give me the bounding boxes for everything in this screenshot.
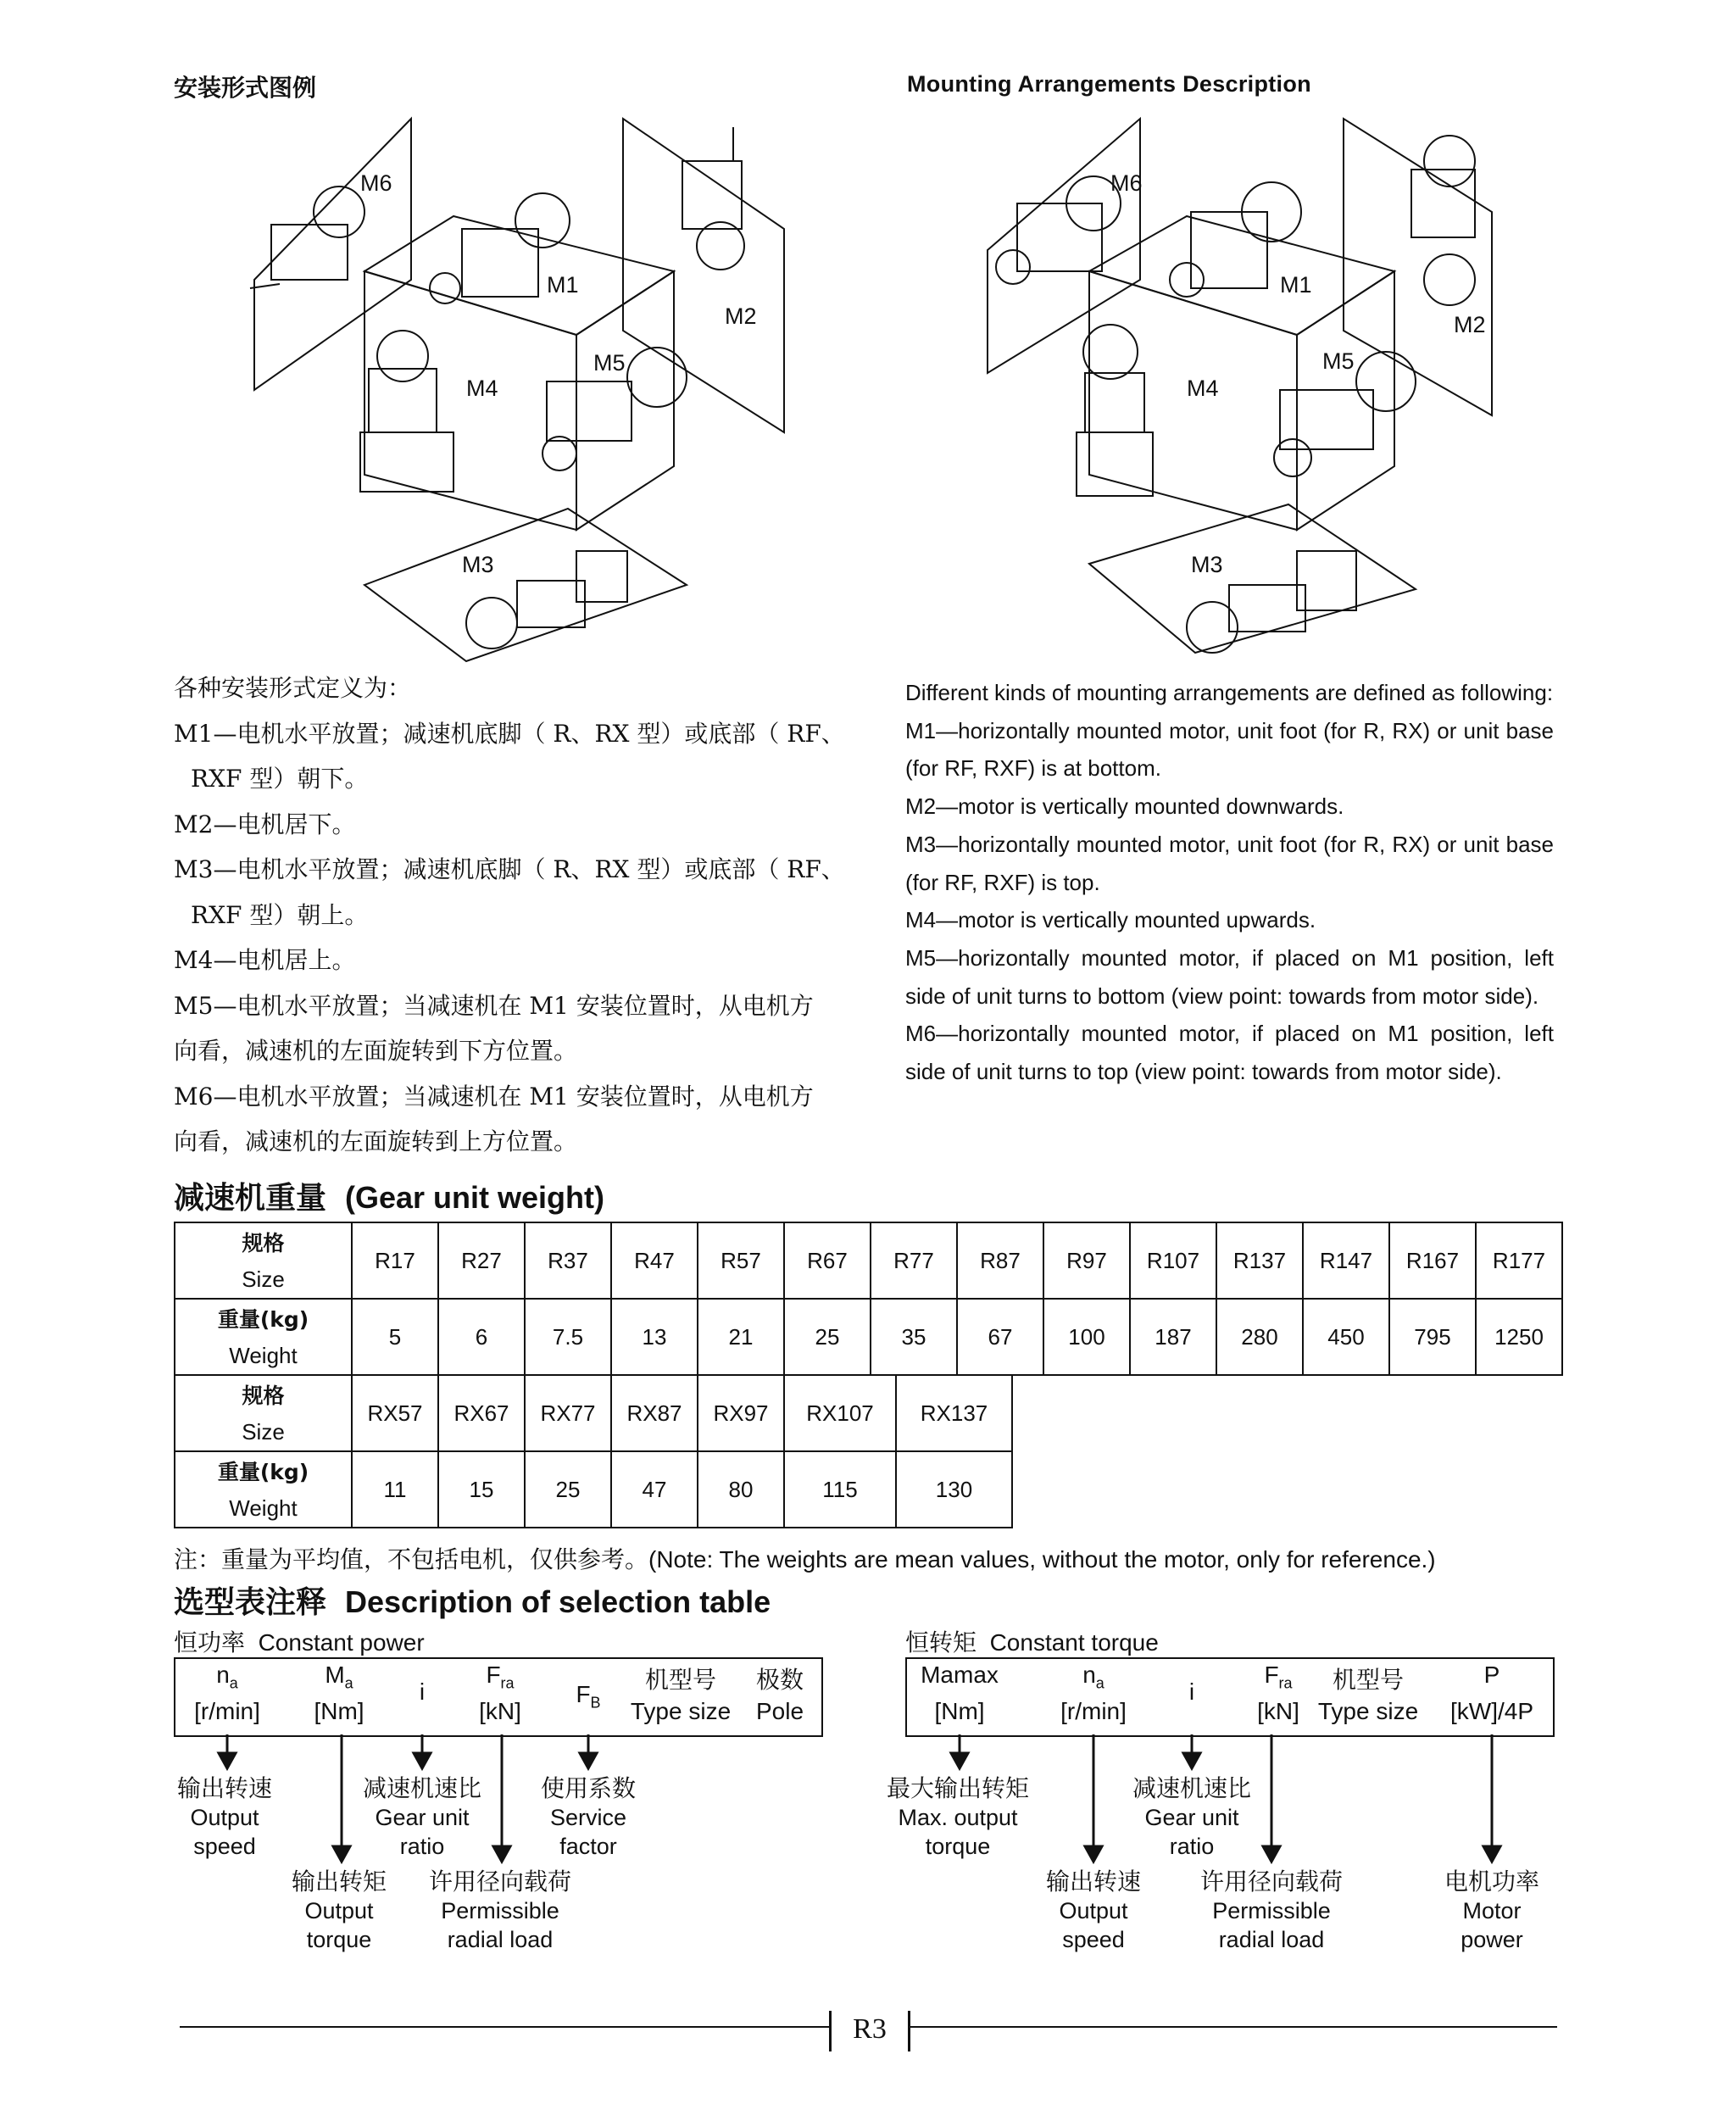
col-fra-symbol: F (486, 1662, 501, 1688)
def-cn-intro: 各种安装形式定义为： (174, 674, 412, 702)
col-pole-en: Pole (755, 1698, 804, 1724)
col-mamax-unit: [Nm] (934, 1698, 985, 1724)
diagram-left-label-m6: M6 (360, 170, 392, 196)
gear-weight-title-cn: 减速机重量 (174, 1181, 327, 1216)
table-cell: 450 (1303, 1299, 1389, 1375)
caption-en-2: speed (1062, 1927, 1125, 1952)
footer-rule-left (180, 2026, 829, 2028)
diagram-left-label-m2: M2 (725, 303, 757, 329)
def-en-m5: M5—horizontally mounted motor, if placed on M1 position, left side of unit turns to bottom (view point: towards from motor side). (905, 944, 1554, 1009)
table-cell: R147 (1303, 1222, 1389, 1299)
table-cell: RX77 (525, 1375, 611, 1451)
table-cell: R37 (525, 1222, 611, 1299)
diagram-right-label-m5: M5 (1322, 348, 1355, 374)
caption-cn: 最大输出转矩 (886, 1774, 1030, 1802)
weight-note-en: (Note: The weights are mean values, without the motor, only for reference.) (648, 1546, 1436, 1573)
caption-cn: 许用径向载荷 (1199, 1868, 1344, 1896)
constant-power-label-cn: 恒功率 (174, 1628, 246, 1656)
def-cn-m5-cont: 向看，减速机的左面旋转到下方位置。 (174, 1037, 578, 1065)
caption-cn: 电机功率 (1444, 1868, 1540, 1896)
col-i: i (419, 1678, 426, 1705)
col-mamax: Mamax (921, 1662, 999, 1688)
caption-en-1: Gear unit (375, 1805, 470, 1830)
caption-en-1: Output (1059, 1898, 1128, 1923)
table-cell: R27 (438, 1222, 525, 1299)
diagram-right-label-m2: M2 (1454, 312, 1486, 337)
caption-en-2: radial load (447, 1927, 554, 1952)
row-header-size-en: Size (242, 1418, 285, 1445)
caption-service-factor (541, 1774, 636, 1861)
diagram-right-label-m3: M3 (1191, 552, 1223, 577)
def-cn-m5: M5—电机水平放置；当减速机在 M1 安装位置时，从电机方 (174, 991, 814, 1020)
table-cell: R137 (1216, 1222, 1303, 1299)
table-cell: R87 (957, 1222, 1043, 1299)
col-i: i (1188, 1678, 1195, 1705)
row-header-size-en: Size (242, 1266, 285, 1292)
col-fb-sub: B (590, 1694, 601, 1712)
row-header-weight-cn: 重量(kg) (217, 1306, 309, 1332)
table-cell: 187 (1130, 1299, 1216, 1375)
def-en-m3: M3—horizontally mounted motor, unit foot (for R, RX) or unit base (for RF, RXF) is top. (905, 831, 1554, 895)
table-cell: R47 (611, 1222, 698, 1299)
col-type-cn: 机型号 (1332, 1666, 1405, 1694)
def-cn-m4: M4—电机居上。 (174, 946, 356, 974)
col-fra-unit: [kN] (479, 1698, 521, 1724)
diagram-left-label-m1: M1 (547, 272, 579, 298)
caption-cn: 减速机速比 (362, 1774, 482, 1802)
table-cell: 13 (611, 1299, 698, 1375)
caption-gear-ratio (363, 1774, 481, 1861)
caption-cn: 输出转速 (1045, 1868, 1142, 1896)
diagram-right-label-m6: M6 (1110, 170, 1143, 196)
caption-en-1: Permissible (1212, 1898, 1331, 1923)
caption-cn: 减速机速比 (1132, 1774, 1252, 1802)
caption-en-1: Output (190, 1805, 259, 1830)
caption-en-2: torque (306, 1927, 372, 1952)
table-cell: R57 (698, 1222, 784, 1299)
col-p-unit: [kW]/4P (1449, 1698, 1534, 1724)
table-cell: 25 (784, 1299, 871, 1375)
caption-en-1: Permissible (441, 1898, 559, 1923)
col-na-sub: a (1095, 1674, 1104, 1692)
diagram-right-label-m4: M4 (1187, 376, 1219, 401)
col-ma-sub: a (344, 1674, 353, 1692)
table-cell: 280 (1216, 1299, 1303, 1375)
caption-en-2: torque (925, 1834, 991, 1859)
caption-en-2: power (1461, 1927, 1523, 1952)
col-fra-unit: [kN] (1257, 1698, 1299, 1724)
def-cn-m1: M1—电机水平放置；减速机底脚（ R、RX 型）或底部（ RF、 (174, 719, 845, 748)
def-cn-m3-cont: RXF 型）朝上。 (191, 900, 369, 929)
table-cell: 35 (871, 1299, 957, 1375)
diagram-left-label-m5: M5 (593, 350, 626, 376)
page-number: R3 (829, 2011, 910, 2051)
row-header-size-cn: 规格 (242, 1383, 285, 1408)
table-cell: 6 (438, 1299, 525, 1375)
caption-output-speed (177, 1774, 272, 1861)
col-fra-symbol: F (1264, 1662, 1279, 1688)
caption-en-2: speed (193, 1834, 256, 1859)
col-na-unit: [r/min] (194, 1698, 260, 1724)
caption-en-2: factor (559, 1834, 617, 1859)
diagram-left-label-m4: M4 (466, 376, 498, 401)
table-cell: R167 (1389, 1222, 1476, 1299)
col-type-cn: 机型号 (644, 1666, 717, 1694)
def-en-m6: M6—horizontally mounted motor, if placed on M1 position, left side of unit turns to top (view point: towards from motor side). (905, 1021, 1554, 1085)
caption-en-1: Gear unit (1144, 1805, 1239, 1830)
constant-power-label-en: Constant power (258, 1629, 425, 1656)
caption-output-torque (292, 1868, 387, 1954)
def-cn-m2: M2—电机居下。 (174, 810, 356, 838)
caption-en-1: Motor (1462, 1898, 1522, 1923)
col-ma-unit: [Nm] (314, 1698, 364, 1724)
row-header-weight-en: Weight (229, 1342, 298, 1368)
weight-note-cn: 注：重量为平均值，不包括电机，仅供参考。 (174, 1545, 649, 1573)
table-cell: 1250 (1476, 1299, 1562, 1375)
table-cell: 11 (352, 1451, 438, 1528)
caption-en-1: Output (304, 1898, 374, 1923)
caption-output-speed (1046, 1868, 1141, 1954)
def-en-m2: M2—motor is vertically mounted downwards. (905, 793, 1344, 820)
constant-torque-label-cn: 恒转矩 (905, 1628, 977, 1656)
caption-en-1: Max. output (898, 1805, 1018, 1830)
caption-motor-power (1444, 1868, 1539, 1954)
table-cell: 15 (438, 1451, 525, 1528)
table-cell: 7.5 (525, 1299, 611, 1375)
table-cell: RX57 (352, 1375, 438, 1451)
caption-en-2: ratio (399, 1834, 445, 1859)
table-cell: RX87 (611, 1375, 698, 1451)
footer-rule-right (908, 2026, 1557, 2028)
diagram-right-label-m1: M1 (1280, 272, 1312, 298)
caption-cn: 输出转矩 (291, 1868, 387, 1896)
col-fra-sub: ra (1278, 1674, 1293, 1692)
col-na-unit: [r/min] (1060, 1698, 1127, 1724)
selection-title-en: Description of selection table (345, 1584, 771, 1619)
caption-radial-load (1200, 1868, 1343, 1954)
caption-en-1: Service (549, 1805, 627, 1830)
section-title-cn: 安装形式图例 (174, 74, 317, 102)
caption-en-2: ratio (1169, 1834, 1215, 1859)
col-na-symbol: n (1082, 1662, 1096, 1688)
col-na-symbol: n (216, 1662, 230, 1688)
def-cn-m6-cont: 向看，减速机的左面旋转到上方位置。 (174, 1127, 578, 1155)
col-pole-cn: 极数 (755, 1666, 804, 1694)
caption-max-output-torque (887, 1774, 1029, 1861)
def-cn-m3: M3—电机水平放置；减速机底脚（ R、RX 型）或底部（ RF、 (174, 855, 845, 883)
table-cell: R77 (871, 1222, 957, 1299)
caption-cn: 使用系数 (540, 1774, 637, 1802)
table-cell: 67 (957, 1299, 1043, 1375)
table-cell: R97 (1043, 1222, 1130, 1299)
table-cell: 115 (784, 1451, 896, 1528)
caption-cn: 许用径向载荷 (428, 1868, 572, 1896)
col-type-en: Type size (1317, 1698, 1419, 1724)
section-title-en: Mounting Arrangements Description (907, 71, 1311, 97)
caption-en-2: radial load (1218, 1927, 1325, 1952)
def-en-m4: M4—motor is vertically mounted upwards. (905, 907, 1316, 933)
table-cell: 5 (352, 1299, 438, 1375)
col-na-sub: a (229, 1674, 238, 1692)
row-header-size-cn: 规格 (242, 1230, 285, 1255)
table-cell: RX97 (698, 1375, 784, 1451)
def-cn-m6: M6—电机水平放置；当减速机在 M1 安装位置时，从电机方 (174, 1082, 814, 1111)
selection-title-cn: 选型表注释 (174, 1585, 327, 1620)
table-cell: R67 (784, 1222, 871, 1299)
table-cell: R107 (1130, 1222, 1216, 1299)
table-cell: 21 (698, 1299, 784, 1375)
table-cell: 795 (1389, 1299, 1476, 1375)
table-cell: RX137 (896, 1375, 1012, 1451)
col-type-en: Type size (630, 1698, 732, 1724)
row-header-weight-en: Weight (229, 1495, 298, 1521)
table-cell: R177 (1476, 1222, 1562, 1299)
col-p: P (1483, 1662, 1500, 1688)
col-ma-symbol: M (325, 1662, 345, 1688)
table-cell: 100 (1043, 1299, 1130, 1375)
constant-torque-label-en: Constant torque (989, 1629, 1159, 1656)
col-fb-symbol: F (576, 1681, 591, 1707)
caption-cn: 输出转速 (176, 1774, 273, 1802)
table-cell: 80 (698, 1451, 784, 1528)
row-header-weight-cn: 重量(kg) (217, 1459, 309, 1484)
diagram-left-label-m3: M3 (462, 552, 494, 577)
table-cell: 47 (611, 1451, 698, 1528)
table-cell: R17 (352, 1222, 438, 1299)
table-cell: 25 (525, 1451, 611, 1528)
caption-radial-load (429, 1868, 571, 1954)
def-cn-m1-cont: RXF 型）朝下。 (191, 765, 369, 793)
table-cell: 130 (896, 1451, 1012, 1528)
table-cell: RX67 (438, 1375, 525, 1451)
table-cell: RX107 (784, 1375, 896, 1451)
def-en-intro: Different kinds of mounting arrangements are defined as following: (905, 680, 1554, 705)
gear-weight-title-en: (Gear unit weight) (345, 1180, 605, 1215)
col-fra-sub: ra (500, 1674, 515, 1692)
caption-gear-ratio (1132, 1774, 1251, 1861)
def-en-m1: M1—horizontally mounted motor, unit foot (for R, RX) or unit base (for RF, RXF) is at bottom. (905, 717, 1554, 782)
